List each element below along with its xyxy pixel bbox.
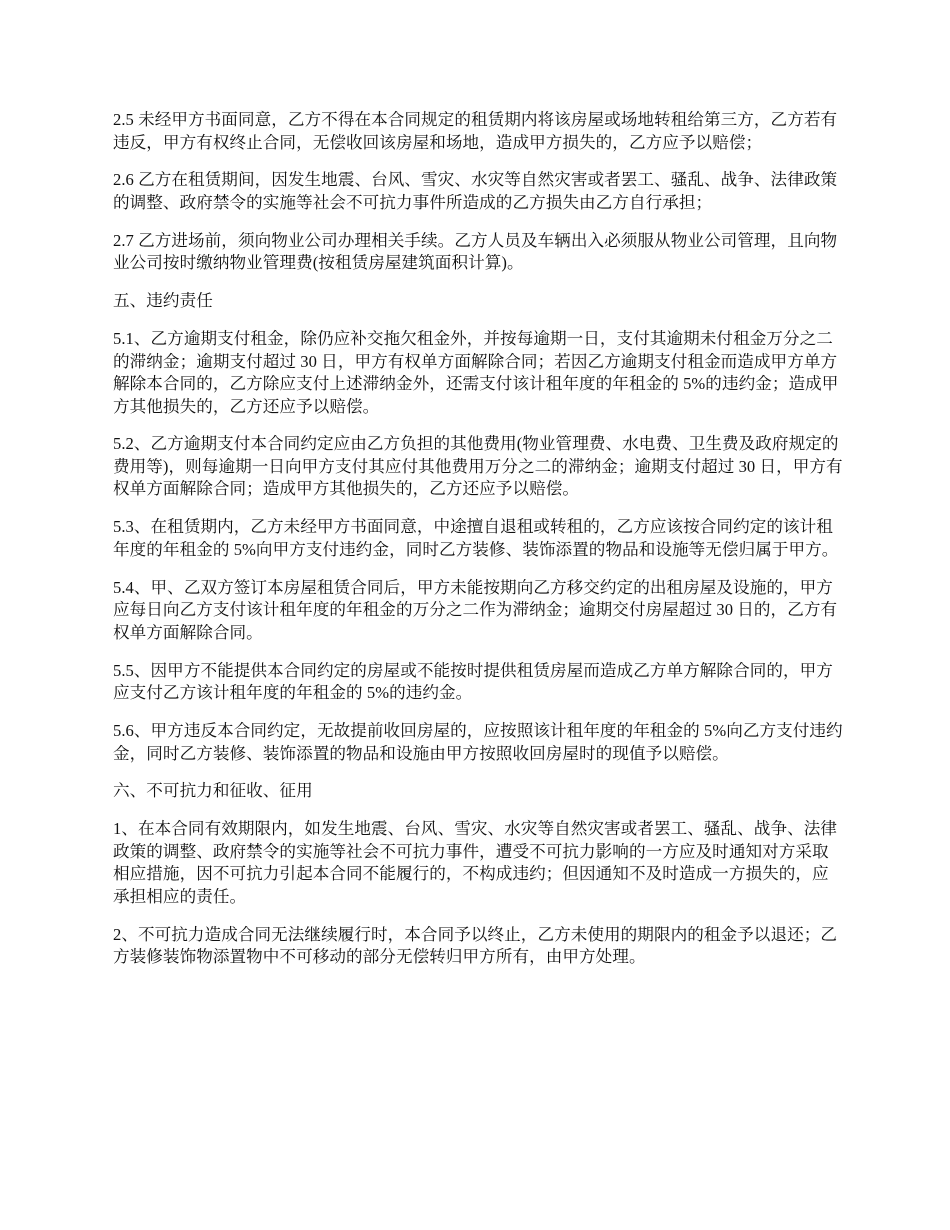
section-heading-force-majeure: 六、不可抗力和征收、征用 xyxy=(113,781,313,801)
clause-5-3: 5.3、在租赁期内，乙方未经甲方书面同意，中途擅自退租或转租的，乙方应该按合同约定的该计租年度的年租金的 5%向甲方支付违约金，同时乙方装修、装饰添置的物品和设施等无偿归属于甲方。 xyxy=(113,517,839,559)
clause-6-1: 1、在本合同有效期限内，如发生地震、台风、雪灾、水灾等自然灾害或者罢工、骚乱、战争、法律政策的调整、政府禁令的实施等社会不可抗力事件，遭受不可抗力影响的一方应及时通知对方采取相应措施，因不可抗力引起本合同不能履行的，不构成违约；但因通知不及时造成一方损失的，应承担相应的责任。 xyxy=(113,819,838,906)
clause-5-2: 5.2、乙方逾期支付本合同约定应由乙方负担的其他费用(物业管理费、水电费、卫生费及政府规定的费用等)，则每逾期一日向甲方支付其应付其他费用万分之二的滞纳金；逾期支付超过 30 日，甲方有权单方面解除合同；造成甲方其他损失的，乙方还应予以赔偿。 xyxy=(113,434,843,499)
clause-5-6: 5.6、甲方违反本合同约定，无故提前收回房屋的，应按照该计租年度的年租金的 5%向乙方支付违约金，同时乙方装修、装饰添置的物品和设施由甲方按照收回房屋时的现值予以赔偿。 xyxy=(113,721,843,763)
section-heading-breach: 五、违约责任 xyxy=(113,291,213,311)
clause-5-1: 5.1、乙方逾期支付租金，除仍应补交拖欠租金外，并按每逾期一日，支付其逾期未付租金万分之二的滞纳金；逾期支付超过 30 日，甲方有权单方面解除合同；若因乙方逾期支付租金而造成甲方单方解除本合同的，乙方除应支付上述滞纳金外，还需支付该计租年度的年租金的 5%的违约金；造成甲方其他损失的，乙方还应予以赔偿。 xyxy=(113,329,839,416)
clause-2-5: 2.5 未经甲方书面同意，乙方不得在本合同规定的租赁期内将该房屋或场地转租给第三方，乙方若有违反，甲方有权终止合同，无偿收回该房屋和场地，造成甲方损失的，乙方应予以赔偿； xyxy=(113,110,838,152)
clause-6-2: 2、不可抗力造成合同无法继续履行时，本合同予以终止，乙方未使用的期限内的租金予以退还；乙方装修装饰物添置物中不可移动的部分无偿转归甲方所有，由甲方处理。 xyxy=(113,924,838,967)
clause-2-7: 2.7 乙方进场前，须向物业公司办理相关手续。乙方人员及车辆出入必须服从物业公司管理，且向物业公司按时缴纳物业管理费(按租赁房屋建筑面积计算)。 xyxy=(113,230,838,273)
clause-5-5: 5.5、因甲方不能提供本合同约定的房屋或不能按时提供租赁房屋而造成乙方单方解除合同的，甲方应支付乙方该计租年度的年租金的 5%的违约金。 xyxy=(113,660,833,703)
document-page xyxy=(113,109,845,984)
clause-5-4: 5.4、甲、乙双方签订本房屋租赁合同后，甲方未能按期向乙方移交约定的出租房屋及设施的，甲方应每日向乙方支付该计租年度的年租金的万分之二作为滞纳金；逾期交付房屋超过 30 日的，乙方有权单方面解除合同。 xyxy=(113,577,838,642)
clause-2-6: 2.6 乙方在租赁期间，因发生地震、台风、雪灾、水灾等自然灾害或者罢工、骚乱、战争、法律政策的调整、政府禁令的实施等社会不可抗力事件所造成的乙方损失由乙方自行承担； xyxy=(113,170,838,212)
